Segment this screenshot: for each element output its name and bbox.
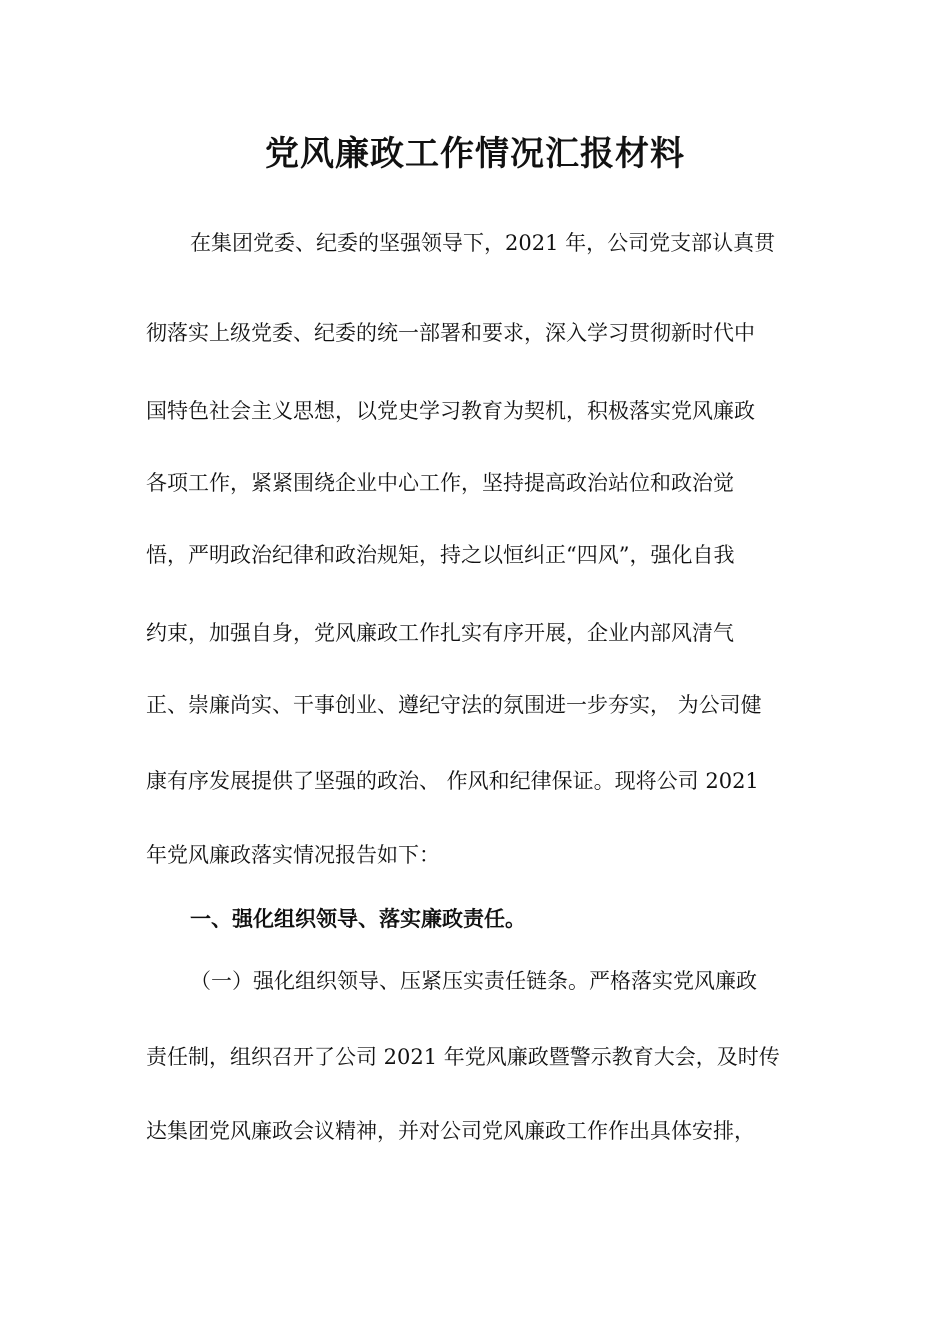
paragraph-line: 在集团党委、纪委的坚强领导下，2021 年，公司党支部认真贯 — [190, 231, 776, 255]
paragraph-line: 国特色社会主义思想，以党史学习教育为契机，积极落实党风廉政 — [146, 399, 755, 423]
paragraph-line: （一）强化组织领导、压紧压实责任链条。严格落实党风廉政 — [190, 969, 757, 993]
paragraph-line: 彻落实上级党委、纪委的统一部署和要求，深入学习贯彻新时代中 — [146, 321, 755, 345]
paragraph-line: 悟，严明政治纪律和政治规矩，持之以恒纠正“四风”，强化自我 — [146, 543, 735, 567]
paragraph-line: 责任制，组织召开了公司 2021 年党风廉政暨警示教育大会，及时传 — [146, 1045, 780, 1069]
document-title: 党风廉政工作情况汇报材料 — [265, 134, 685, 174]
paragraph-line: 正、崇廉尚实、干事创业、遵纪守法的氛围进一步夯实， 为公司健 — [146, 693, 762, 717]
section-heading: 一、强化组织领导、落实廉政责任。 — [190, 906, 526, 931]
paragraph-line: 康有序发展提供了坚强的政治、 作风和纪律保证。现将公司 2021 — [146, 769, 759, 793]
paragraph-line: 年党风廉政落实情况报告如下： — [146, 843, 440, 867]
paragraph-line: 达集团党风廉政会议精神，并对公司党风廉政工作作出具体安排， — [146, 1119, 755, 1143]
paragraph-line: 各项工作，紧紧围绕企业中心工作，坚持提高政治站位和政治觉 — [146, 471, 734, 495]
paragraph-line: 约束，加强自身，党风廉政工作扎实有序开展，企业内部风清气 — [146, 621, 734, 645]
